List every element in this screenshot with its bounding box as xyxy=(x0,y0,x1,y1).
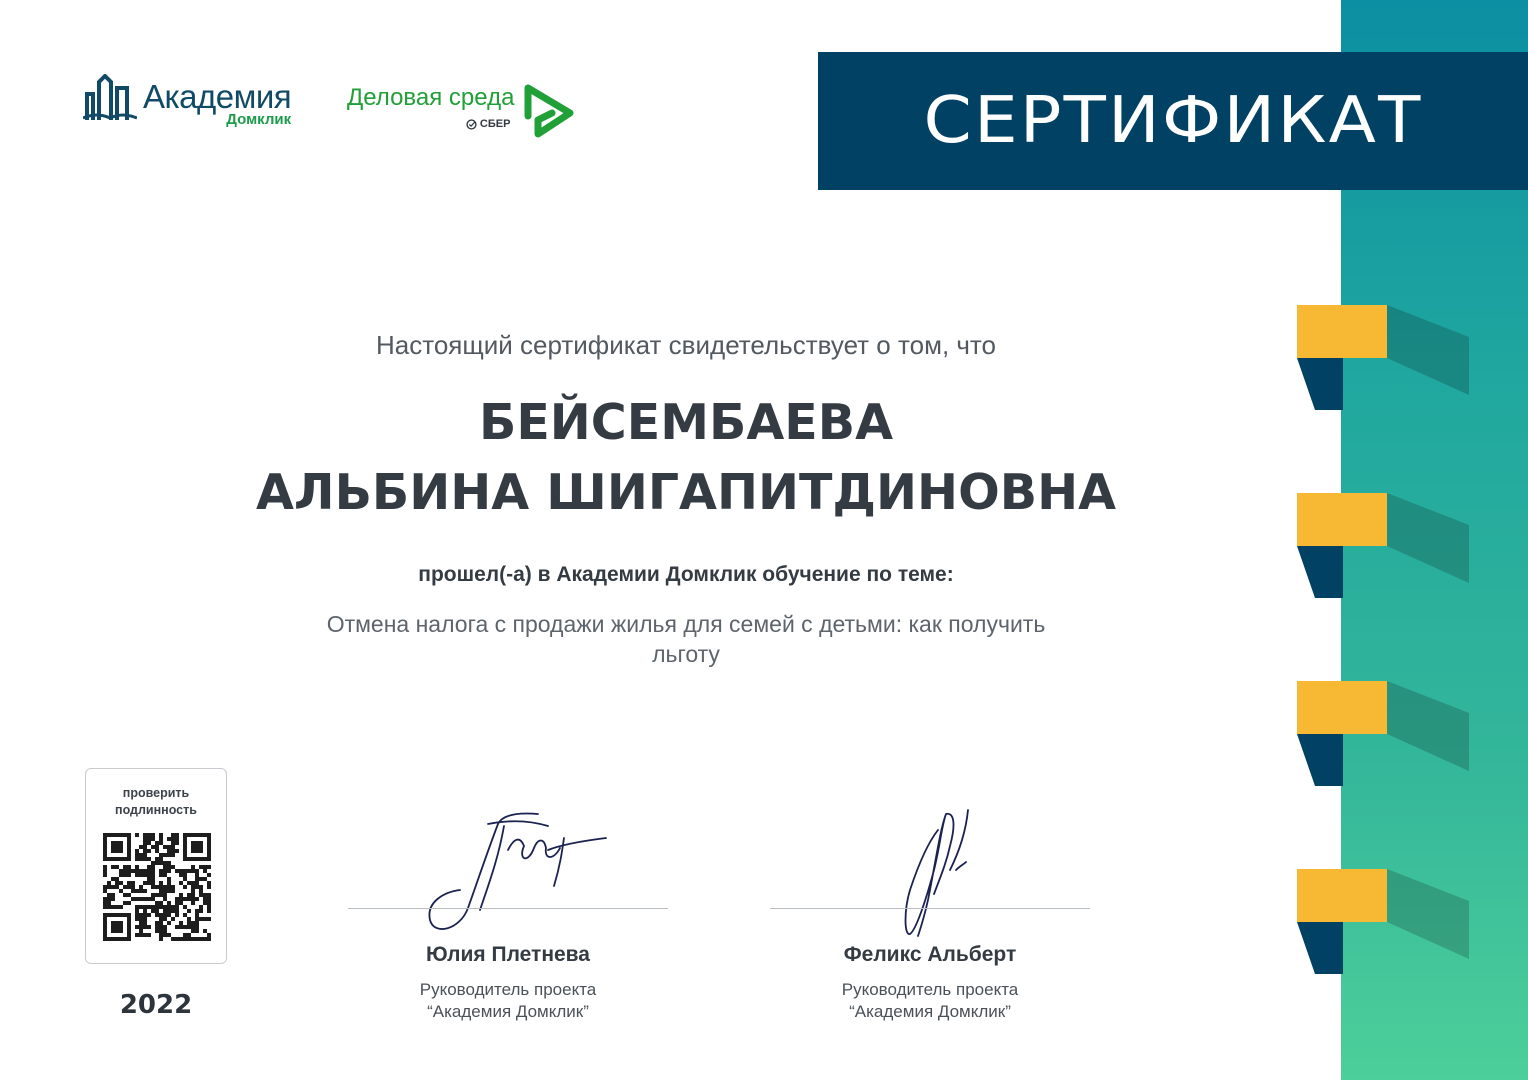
decorative-ribbon-tab xyxy=(1297,869,1469,974)
signatory-role-line: Руководитель проекта xyxy=(419,980,597,999)
recipient-given-names: АЛЬБИНА ШИГАПИТДИНОВНА xyxy=(255,464,1117,521)
signature-line xyxy=(770,908,1090,909)
qr-code-icon[interactable] xyxy=(103,833,211,941)
signatory-role-line: Руководитель проекта xyxy=(841,980,1019,999)
academy-logo-subtitle: Домклик xyxy=(226,111,292,128)
delovaya-logo-title: Деловая среда xyxy=(347,84,515,111)
sber-label: СБЕР xyxy=(479,118,511,130)
decorative-ribbon-tab xyxy=(1297,681,1469,786)
sber-caption xyxy=(466,118,511,130)
academy-building-icon xyxy=(83,74,137,124)
signatory-role xyxy=(348,979,668,1023)
completion-statement: прошел(-а) в Академии Домклик обучение по теме: xyxy=(418,563,954,586)
delovaya-sreda-logo xyxy=(347,84,576,142)
academy-domclick-logo xyxy=(83,74,291,130)
signatory-role xyxy=(770,979,1090,1023)
academy-logo-title: Академия xyxy=(143,78,292,115)
sber-check-icon xyxy=(466,119,477,130)
signatory-name: Юлия Плетнева xyxy=(426,943,590,966)
recipient-name xyxy=(186,388,1186,528)
certificate-title: СЕРТИФИКАТ xyxy=(923,84,1423,158)
certificate-intro: Настоящий сертификат свидетельствует о том, что xyxy=(375,330,997,360)
title-banner xyxy=(818,52,1528,190)
verify-authenticity-box[interactable] xyxy=(85,768,227,964)
decorative-ribbon-tab xyxy=(1297,305,1469,410)
recipient-surname: БЕЙСЕМБАЕВА xyxy=(478,394,894,451)
signature-line xyxy=(348,908,668,909)
course-topic xyxy=(286,609,1086,669)
verify-authenticity-label xyxy=(86,785,226,819)
handwritten-signature-albert xyxy=(770,790,1090,940)
course-topic-line: льготу xyxy=(652,641,720,667)
signatory-name: Феликс Альберт xyxy=(843,943,1017,966)
signatory-role-line: “Академия Домклик” xyxy=(849,1002,1011,1021)
signatory-role-line: “Академия Домклик” xyxy=(427,1002,589,1021)
certificate-year: 2022 xyxy=(119,990,193,1020)
verify-label-line: подлинность xyxy=(115,803,197,817)
delovaya-play-icon xyxy=(522,84,576,142)
course-topic-line: Отмена налога с продажи жилья для семей с детьми: как получить xyxy=(326,611,1046,637)
handwritten-signature-pletneva xyxy=(348,790,668,940)
verify-label-line: проверить xyxy=(122,786,190,800)
decorative-ribbon-tab xyxy=(1297,493,1469,598)
